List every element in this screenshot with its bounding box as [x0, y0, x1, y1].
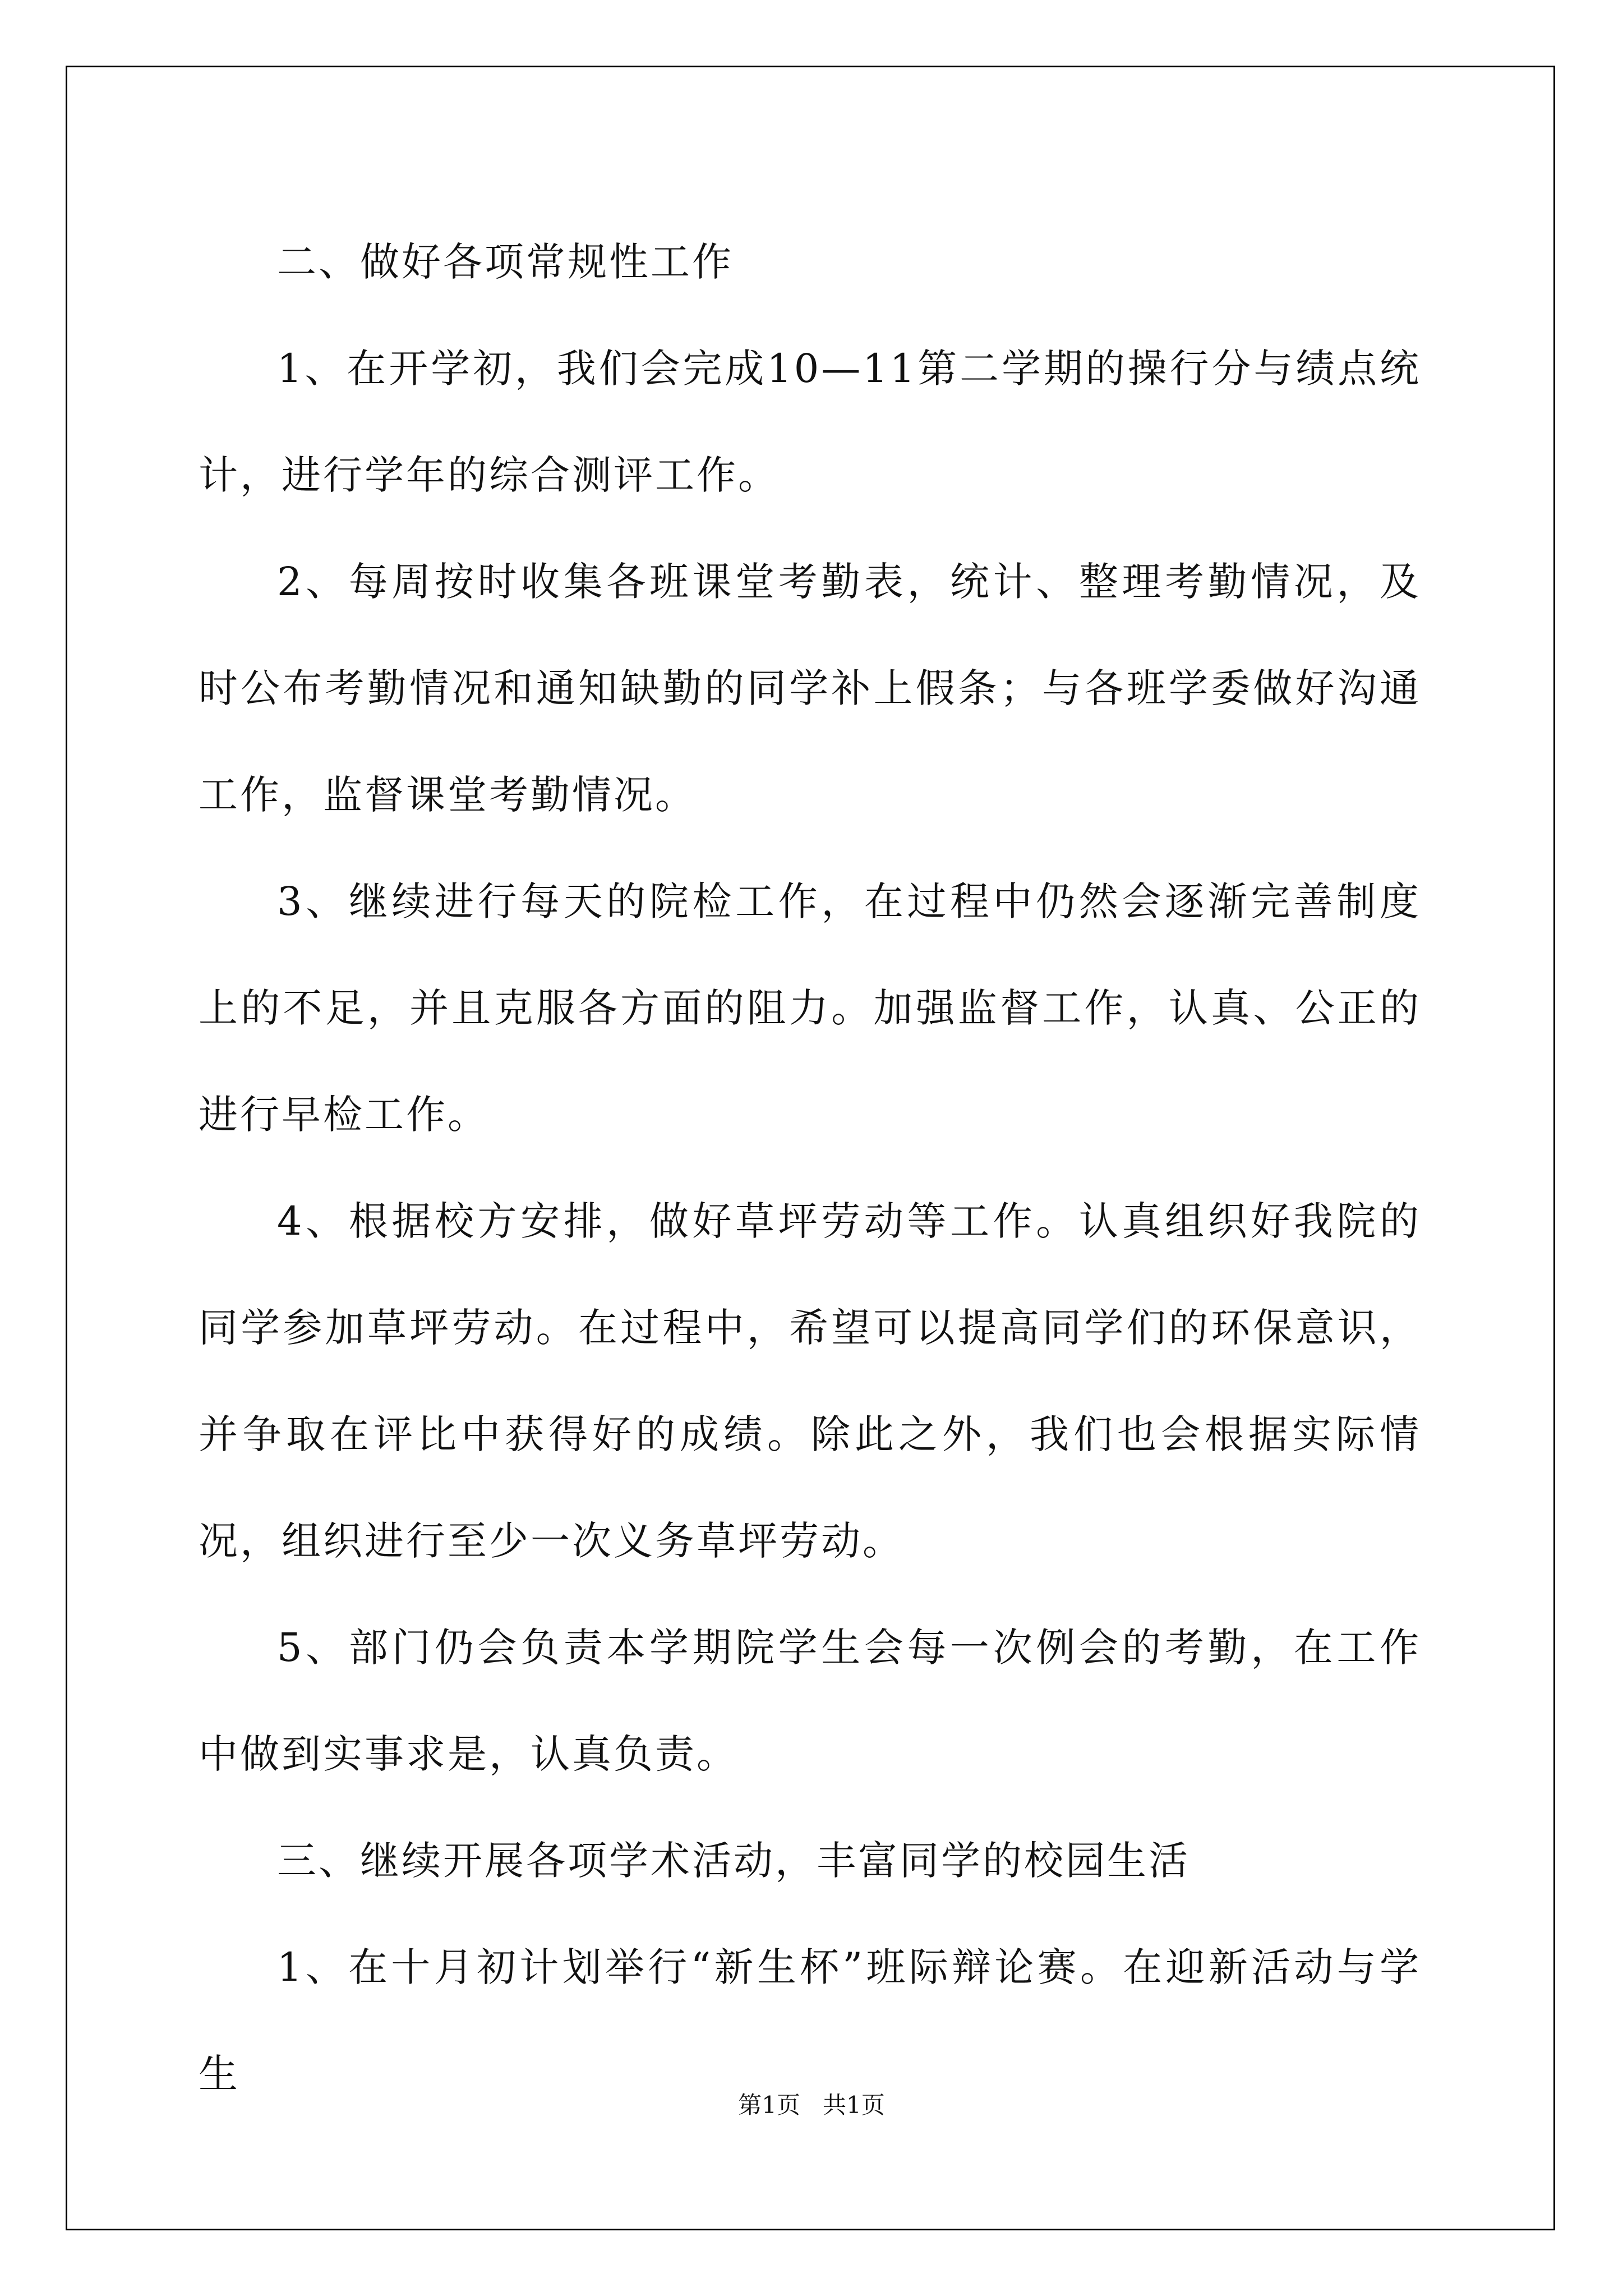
paragraph-item-1: 1、在开学初，我们会完成10—11第二学期的操行分与绩点统计，进行学年的综合测评工作。 [199, 346, 1421, 498]
section-heading-2: 二、做好各项常规性工作 [277, 239, 734, 285]
paragraph-item-3-1: 1、在十月初计划举行“新生杯”班际辩论赛。在迎新活动与学生 [199, 1944, 1421, 2097]
paragraph-item-5: 5、部门仍会负责本学期院学生会每一次例会的考勤，在工作中做到实事求是，认真负责。 [199, 1625, 1421, 1777]
page-total: 共1页 [823, 2091, 885, 2119]
section-heading-3: 三、继续开展各项学术活动，丰富同学的校园生活 [277, 1838, 1190, 1884]
document-body [199, 209, 1421, 2127]
paragraph-item-3: 3、继续进行每天的院检工作，在过程中仍然会逐渐完善制度上的不足，并且克服各方面的阻力。加强监督工作，认真、公正的进行早检工作。 [199, 878, 1421, 1138]
paragraph-item-4: 4、根据校方安排，做好草坪劳动等工作。认真组织好我院的同学参加草坪劳动。在过程中，希望可以提高同学们的环保意识，并争取在评比中获得好的成绩。除此之外，我们也会根据实际情况，组织进行至少一次义务草坪劳动。 [199, 1198, 1421, 1564]
page-number: 第1页 [738, 2091, 800, 2119]
paragraph-item-2: 2、每周按时收集各班课堂考勤表，统计、整理考勤情况，及时公布考勤情况和通知缺勤的同学补上假条；与各班学委做好沟通工作，监督课堂考勤情况。 [199, 559, 1421, 818]
page-footer [0, 2087, 1623, 2120]
